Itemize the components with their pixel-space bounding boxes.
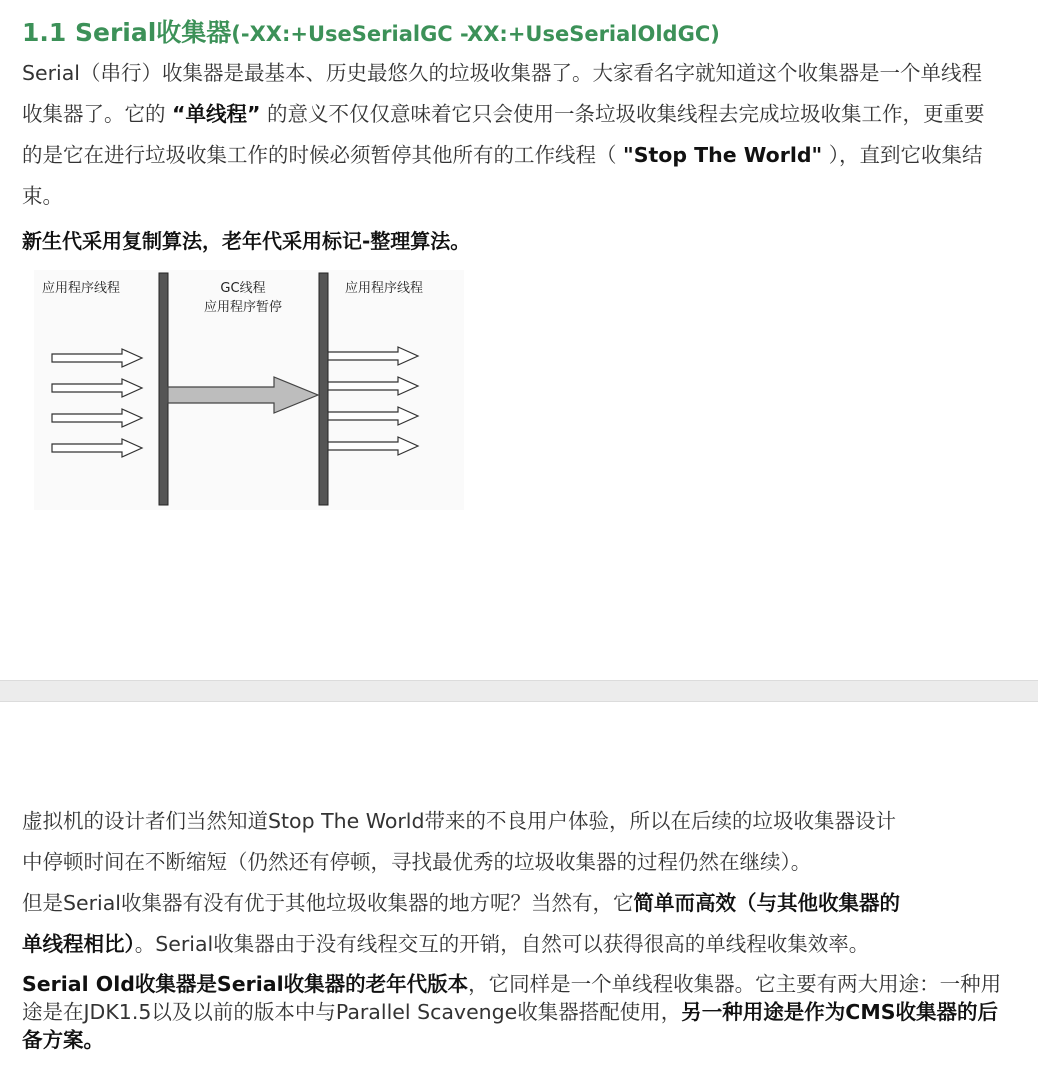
right-thread-arrow [328, 437, 418, 455]
right-pause-bar [319, 273, 328, 505]
bottom-text-4b: 。Serial收集器由于没有线程交互的开销，自然可以获得很高的单线程收集效率。 [134, 932, 870, 956]
bottom-bold-4a: 单线程相比） [22, 932, 135, 956]
bottom-line-1: 虚拟机的设计者们当然知道Stop The World带来的不良用户体验，所以在后续的垃圾收集器设计 [22, 809, 897, 833]
intro-text-a: Serial（串行）收集器是最基本、历史最悠久的垃圾收集器了。大家看名字就知道这个收集器是一个单线程收集器了。它的 [22, 61, 983, 126]
left-thread-arrow [52, 439, 142, 457]
gc-thread-arrow [168, 377, 318, 413]
intro-text-c: 的意义不仅仅意味着它只会使用一条垃圾收集线程去完成垃圾收集工作，更重要的是它在进行垃圾收集工作的时候必须暂停其他所有的工作线程（ [22, 102, 985, 167]
left-thread-arrow [52, 379, 142, 397]
heading-options: (-XX:+UseSerialGC -XX:+UseSerialOldGC) [231, 22, 720, 46]
intro-paragraph [22, 53, 997, 217]
left-thread-arrow [52, 409, 142, 427]
section-heading [22, 14, 720, 53]
diagram-mid-label-1: GC线程 [220, 281, 266, 296]
left-thread-arrow [52, 349, 142, 367]
intro-bold-stop-the-world: "Stop The World" [623, 143, 823, 167]
heading-main: 1.1 Serial收集器 [22, 18, 232, 47]
bottom-bold-5c: 另一种用途是作为CMS收集器的后备方案。 [22, 1000, 999, 1052]
bottom-line-4 [22, 929, 1012, 960]
diagram-left-label: 应用程序线程 [42, 281, 121, 296]
bottom-line-2: 中停顿时间在不断缩短（仍然还有停顿，寻找最优秀的垃圾收集器的过程仍然在继续）。 [22, 850, 812, 874]
intro-bold-single-thread: “单线程” [172, 102, 261, 126]
algorithm-subheading: 新生代采用复制算法，老年代采用标记-整理算法。 [22, 229, 471, 253]
page-separator [0, 680, 1038, 702]
serial-gc-diagram [34, 270, 464, 510]
left-pause-bar [159, 273, 168, 505]
bottom-text-3a: 但是Serial收集器有没有优于其他垃圾收集器的地方呢？当然有，它 [22, 891, 634, 915]
right-thread-arrow [328, 377, 418, 395]
right-thread-arrow [328, 407, 418, 425]
bottom-paragraph-serial-old [22, 970, 1012, 1054]
right-thread-arrow [328, 347, 418, 365]
bottom-line-3 [22, 888, 1012, 919]
intro-text-e: ），直到它收集结束。 [22, 143, 983, 208]
diagram-right-label: 应用程序线程 [345, 281, 424, 296]
bottom-text-5b: ，它同样是一个单线程收集器。它主要有两大用途：一种用途是在JDK1.5以及以前的版本中与Parallel Scavenge收集器搭配使用， [22, 972, 1002, 1024]
diagram-mid-label-2: 应用程序暂停 [203, 300, 282, 315]
bottom-bold-3b: 简单而高效（与其他收集器的 [633, 891, 901, 915]
bottom-bold-5a: Serial Old收集器是Serial收集器的老年代版本 [22, 972, 469, 996]
